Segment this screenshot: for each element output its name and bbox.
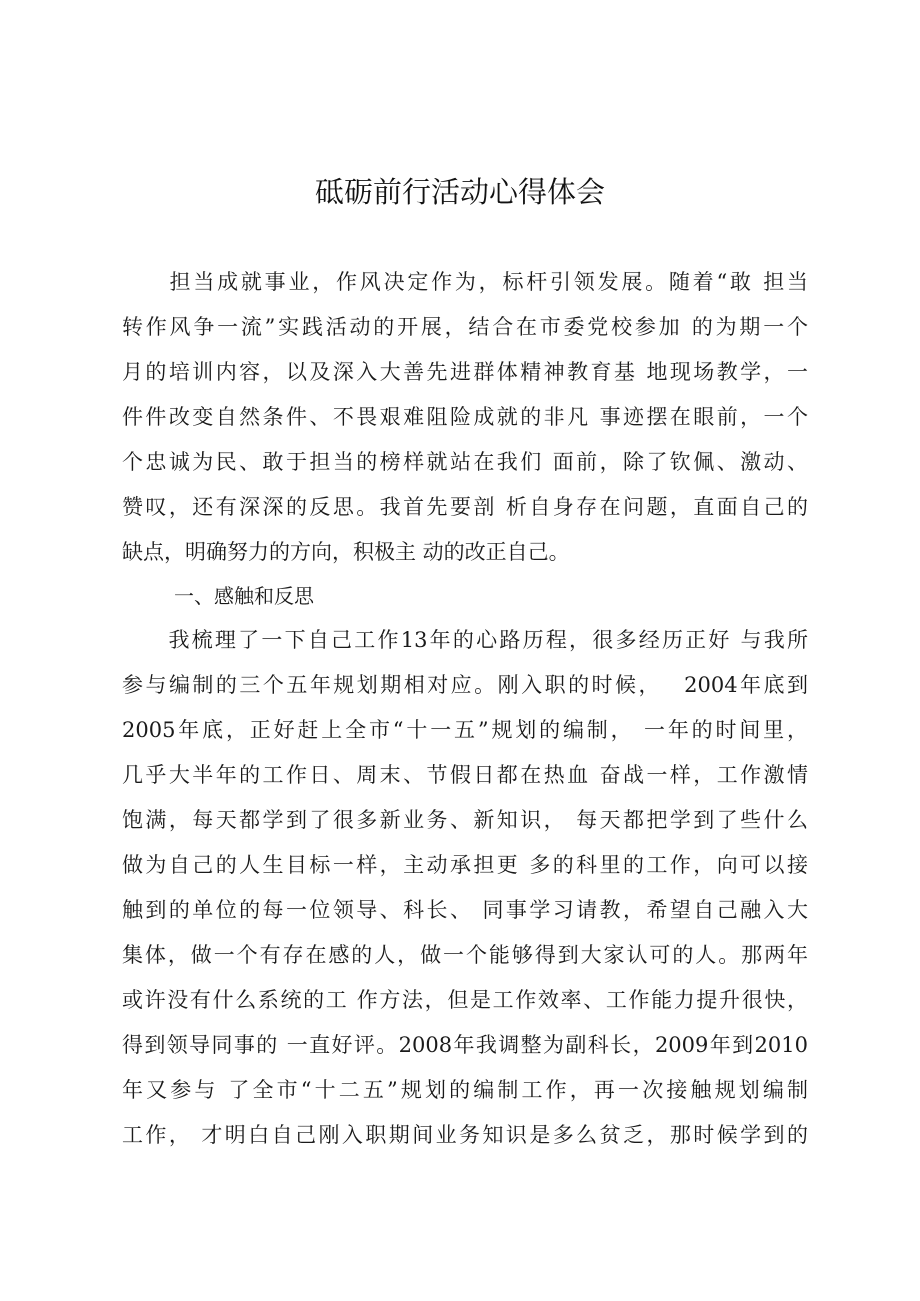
- paragraph-line: 做为自己的人生目标一样，主动承担更 多的科里的工作，向可以接: [122, 853, 808, 877]
- paragraph-line: 饱满，每天都学到了很多新业务、新知识， 每天都把学到了些什么: [122, 808, 808, 832]
- paragraph-line: 2005年底，正好赶上全市“十一五”规划的编制， 一年的时间里，: [122, 718, 808, 742]
- paragraph-line: 几乎大半年的工作日、周末、节假日都在热血 奋战一样，工作激情: [122, 763, 808, 787]
- paragraph-line: 月的培训内容，以及深入大善先进群体精神教育基 地现场教学，一: [122, 360, 808, 384]
- paragraph-line: 年又参与 了全市“十二五”规划的编制工作，再一次接触规划编制: [122, 1078, 808, 1102]
- paragraph-line: 得到领导同事的 一直好评。2008年我调整为副科长，2009年到2010: [122, 1033, 808, 1057]
- paragraph-line: 个忠诚为民、敢于担当的榜样就站在我们 面前，除了钦佩、激动、: [122, 450, 808, 474]
- paragraph-line: 件件改变自然条件、不畏艰难阻险成就的非凡 事迹摆在眼前，一个: [122, 405, 808, 429]
- paragraph-line: 担当成就事业，作风决定作为，标杆引领发展。随着“敢 担当: [122, 270, 808, 294]
- paragraph-line: 我梳理了一下自己工作13年的心路历程，很多经历正好 与我所: [122, 628, 808, 652]
- paragraph-line: 参与编制的三个五年规划期相对应。刚入职的时候， 2004年底到: [122, 673, 808, 697]
- paragraph-line: 缺点，明确努力的方向，积极主 动的改正自己。: [122, 540, 570, 564]
- document-title: 砥砺前行活动心得体会: [314, 175, 605, 209]
- paragraph-line: 转作风争一流”实践活动的开展，结合在市委党校参加 的为期一个: [122, 315, 808, 339]
- paragraph-line: 触到的单位的每一位领导、科长、 同事学习请教，希望自己融入大: [122, 898, 808, 922]
- paragraph-line: 赞叹，还有深深的反思。我首先要剖 析自身存在问题，直面自己的: [122, 495, 808, 519]
- section-heading: 一、感触和反思: [174, 584, 314, 608]
- paragraph-line: 工作， 才明白自己刚入职期间业务知识是多么贫乏，那时候学到的: [122, 1123, 808, 1147]
- paragraph-line: 集体，做一个有存在感的人，做一个能够得到大家认可的人。那两年: [122, 943, 808, 967]
- paragraph-line: 或许没有什么系统的工 作方法，但是工作效率、工作能力提升很快，: [122, 988, 808, 1012]
